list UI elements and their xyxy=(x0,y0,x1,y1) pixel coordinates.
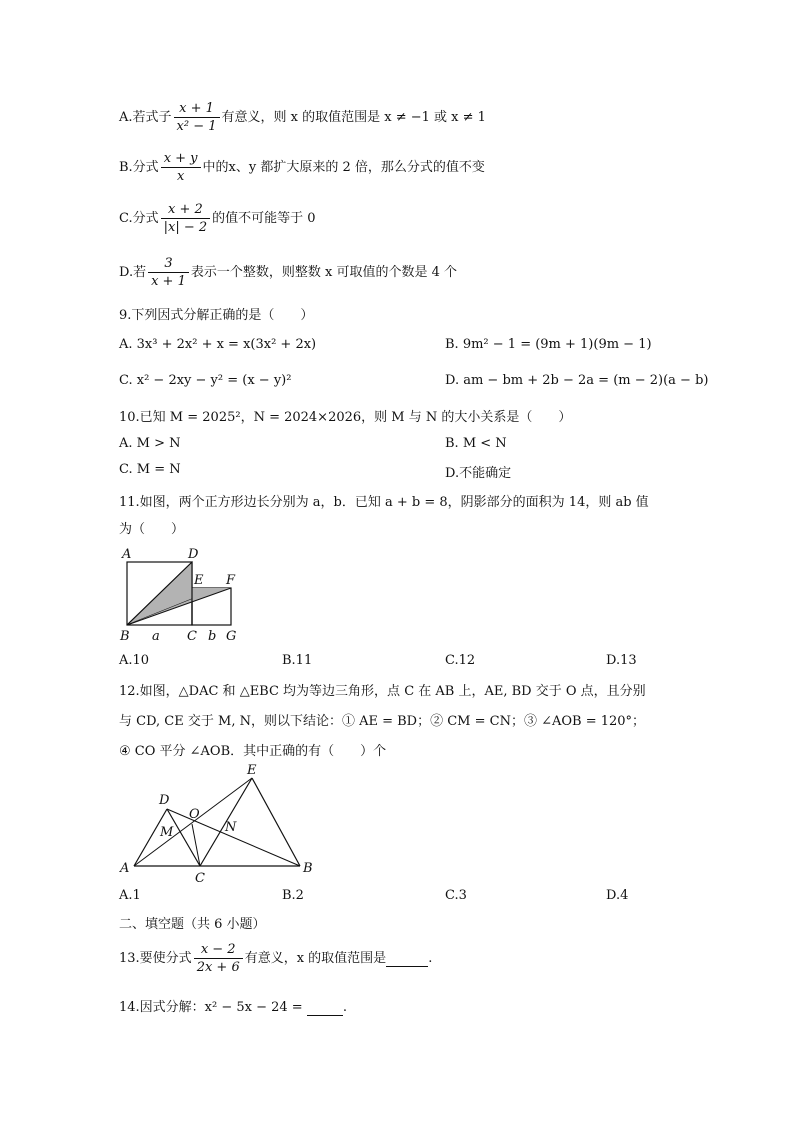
q9-option-a: A. 3x³ + 2x² + x = x(3x² + 2x) xyxy=(119,337,317,352)
q11-option-a: A.10 xyxy=(119,653,150,668)
q10-option-a: A. M > N xyxy=(119,436,181,451)
label-g: G xyxy=(226,629,237,644)
q9-option-c: C. x² − 2xy − y² = (x − y)² xyxy=(119,373,292,388)
q8-option-d: D.若 $\frac{3}{x + 1}$ 表示一个整数，则整数 x 可取值的个数是 4 个 xyxy=(119,256,457,289)
q12-option-a: A.1 xyxy=(119,888,141,903)
fraction: $\frac{3}{x + 1}$ xyxy=(148,256,189,289)
label-d: D xyxy=(159,793,170,808)
label-c: C xyxy=(195,871,205,886)
label-a-lower: a xyxy=(152,629,160,644)
label-b-lower: b xyxy=(208,629,217,644)
q12-stem-line3: ④ CO 平分 ∠AOB．其中正确的有（ ）个 xyxy=(119,744,387,759)
q12-option-c: C.3 xyxy=(445,888,467,903)
segment-eb xyxy=(252,778,300,866)
q9-option-d: D. am − bm + 2b − 2a = (m − 2)(a − b) xyxy=(445,373,709,388)
q10-option-d: D.不能确定 xyxy=(445,466,512,481)
q9-option-b: B. 9m² − 1 = (9m + 1)(9m − 1) xyxy=(445,337,652,352)
q12-stem-line2: 与 CD, CE 交于 M, N，则以下结论：① AE = BD；② CM = CN；③ ∠AOB = 120°； xyxy=(119,714,646,729)
label-a: A xyxy=(120,861,130,876)
answer-blank[interactable] xyxy=(386,951,428,967)
label-m: M xyxy=(160,825,174,840)
q8-option-c: C.分式 $\frac{x + 2}{|x| - 2}$ 的值不可能等于 0 xyxy=(119,202,316,235)
segment-bd xyxy=(167,809,300,866)
q14: 14.因式分解：x² − 5x − 24 = . xyxy=(119,1000,347,1015)
q11-stem-line1: 11.如图，两个正方形边长分别为 a，b．已知 a + b = 8，阴影部分的面积为 14，则 ab 值 xyxy=(119,495,649,510)
q12-triangles-figure xyxy=(115,760,325,886)
fraction: $\frac{x - 2}{2x + 6}$ xyxy=(194,942,243,975)
fraction: $\frac{x + 1}{\text{x² − 1}}$ xyxy=(174,101,220,134)
label-a: A xyxy=(122,547,132,562)
label-b: B xyxy=(120,629,130,644)
fraction: $\frac{x + y}{x}$ xyxy=(161,151,201,184)
q10-option-c: C. M = N xyxy=(119,462,181,477)
q10-stem: 10.已知 M = 2025²，N = 2024×2026，则 M 与 N 的大小关系是（ ） xyxy=(119,410,572,425)
q11-option-b: B.11 xyxy=(282,653,313,668)
label-o: O xyxy=(189,807,200,822)
q12-option-b: B.2 xyxy=(282,888,304,903)
label-e: E xyxy=(194,573,204,588)
label-c: C xyxy=(187,629,197,644)
label-d: D xyxy=(188,547,199,562)
q11-option-c: C.12 xyxy=(445,653,476,668)
section-heading: 二、填空题（共 6 小题） xyxy=(119,917,266,932)
q11-squares-figure xyxy=(115,542,255,646)
q12-option-d: D.4 xyxy=(606,888,629,903)
label-n: N xyxy=(225,820,237,835)
q8-option-a: A.若式子 $\frac{x + 1}{\text{x² − 1}}$ 有意义，则 x 的取值范围是 x ≠ −1 或 x ≠ 1 xyxy=(119,101,486,134)
label-b: B xyxy=(303,861,313,876)
label-f: F xyxy=(226,573,236,588)
label-e: E xyxy=(247,763,257,778)
q9-stem: 9.下列因式分解正确的是（ ） xyxy=(119,308,314,323)
q12-stem-line1: 12.如图，△DAC 和 △EBC 均为等边三角形，点 C 在 AB 上，AE, BD 交于 O 点，且分别 xyxy=(119,684,646,699)
q13: 13.要使分式 $\frac{x - 2}{2x + 6}$ 有意义，x 的取值范围是 . xyxy=(119,942,433,975)
q11-option-d: D.13 xyxy=(606,653,637,668)
q10-option-b: B. M < N xyxy=(445,436,507,451)
q8-option-b: B.分式 $\frac{x + y}{x}$ 中的x、y 都扩大原来的 2 倍，那么分式的值不变 xyxy=(119,151,485,184)
q11-stem-line2: 为（ ） xyxy=(119,522,185,537)
fraction: $\frac{x + 2}{|x| - 2}$ xyxy=(161,202,211,235)
answer-blank[interactable] xyxy=(307,1000,343,1016)
